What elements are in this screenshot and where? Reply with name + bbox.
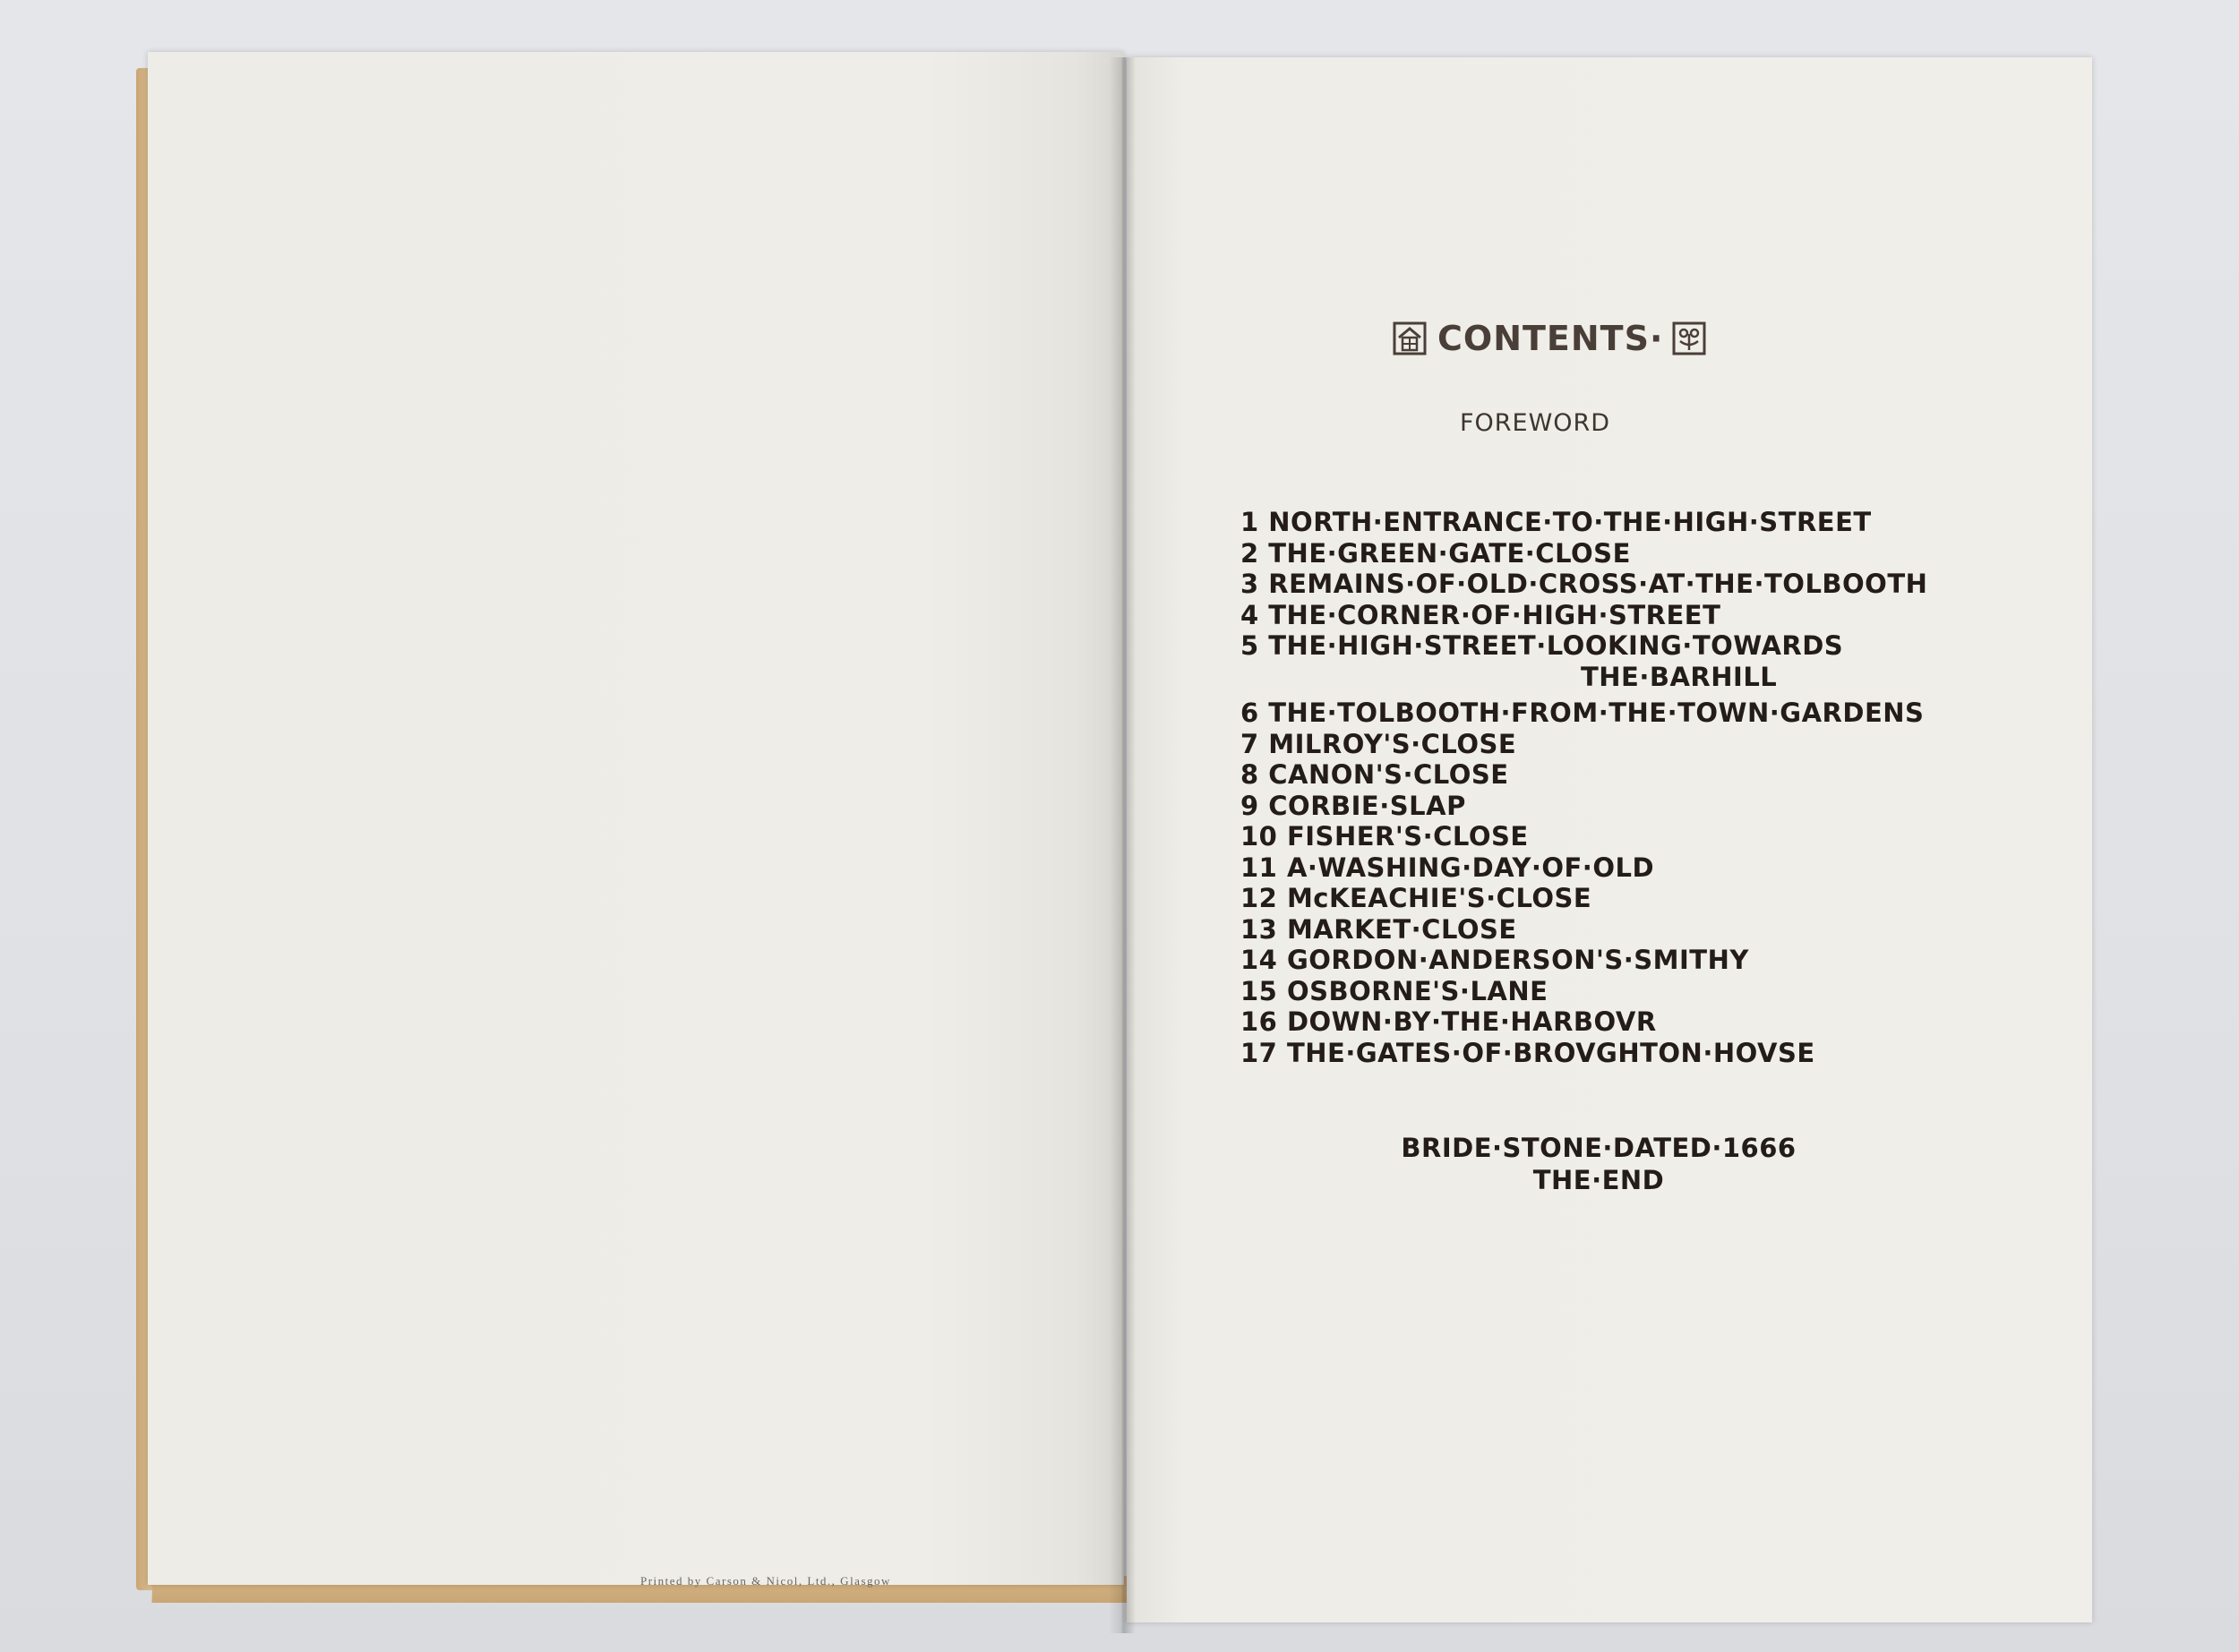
toc-entry [1240, 791, 1927, 822]
toc-entry [1240, 976, 1927, 1007]
toc-entry [1240, 630, 1927, 692]
toc-entry-text: 13 MARKET·CLOSE [1240, 913, 1517, 945]
toc-entry [1240, 945, 1927, 976]
toc-entry [1240, 600, 1927, 631]
toc-entry [1240, 759, 1927, 791]
toc-entry-text: 11 A·WASHING·DAY·OF·OLD [1240, 852, 1655, 883]
book-gutter [1109, 57, 1136, 1633]
flower-ornament-icon [1672, 321, 1706, 355]
bride-stone-entry: BRIDE·STONE·DATED·1666 [1401, 1133, 1797, 1163]
toc-entry [1240, 569, 1927, 600]
toc-entry-text: 16 DOWN·BY·THE·HARBOVR [1240, 1006, 1657, 1037]
left-page [148, 52, 1124, 1588]
toc-entry [1240, 507, 1927, 538]
toc-entry-text: 14 GORDON·ANDERSON'S·SMITHY [1240, 945, 1749, 975]
contents-heading [1393, 313, 1742, 364]
toc-entry [1240, 698, 1927, 729]
toc-entry-text: 10 FISHER'S·CLOSE [1240, 821, 1529, 852]
toc-entry [1240, 883, 1927, 914]
toc-entry-text: 4 THE·CORNER·OF·HIGH·STREET [1240, 599, 1721, 630]
toc-entry-text: 1 NORTH·ENTRANCE·TO·THE·HIGH·STREET [1240, 507, 1872, 537]
toc-entry [1240, 821, 1927, 852]
closing-entries [1384, 1132, 1814, 1196]
toc-entry-text: 17 THE·GATES·OF·BROVGHTON·HOVSE [1240, 1037, 1815, 1068]
toc-entry-text: 6 THE·TOLBOOTH·FROM·THE·TOWN·GARDENS [1240, 698, 1925, 728]
foreword-entry: FOREWORD [1460, 409, 1611, 437]
toc-entry [1240, 914, 1927, 946]
toc-entry [1240, 729, 1927, 760]
toc-entry-text: 12 McKEACHIE'S·CLOSE [1240, 883, 1592, 913]
toc-entry-text: 5 THE·HIGH·STREET·LOOKING·TOWARDS [1240, 630, 1844, 661]
toc-entry-text: 2 THE·GREEN·GATE·CLOSE [1240, 537, 1631, 569]
contents-list [1240, 507, 1927, 1068]
contents-title-text: CONTENTS· [1437, 319, 1664, 358]
the-end-entry: THE·END [1532, 1165, 1665, 1195]
toc-entry-text: 7 MILROY'S·CLOSE [1240, 728, 1517, 759]
toc-entry [1240, 1038, 1927, 1069]
printer-credit: Printed by Carson & Nicol, Ltd., Glasgow [640, 1574, 891, 1588]
toc-entry-text: 3 REMAINS·OF·OLD·CROSS·AT·THE·TOLBOOTH [1240, 569, 1928, 599]
toc-entry-continuation: THE·BARHILL [1581, 661, 1778, 692]
toc-entry [1240, 538, 1927, 569]
toc-entry-text: 15 OSBORNE'S·LANE [1240, 975, 1548, 1006]
house-ornament-icon [1393, 321, 1427, 355]
toc-entry [1240, 1006, 1927, 1038]
toc-entry [1240, 852, 1927, 884]
toc-entry-text: 9 CORBIE·SLAP [1240, 790, 1466, 821]
toc-entry-text: 8 CANON'S·CLOSE [1240, 759, 1509, 790]
